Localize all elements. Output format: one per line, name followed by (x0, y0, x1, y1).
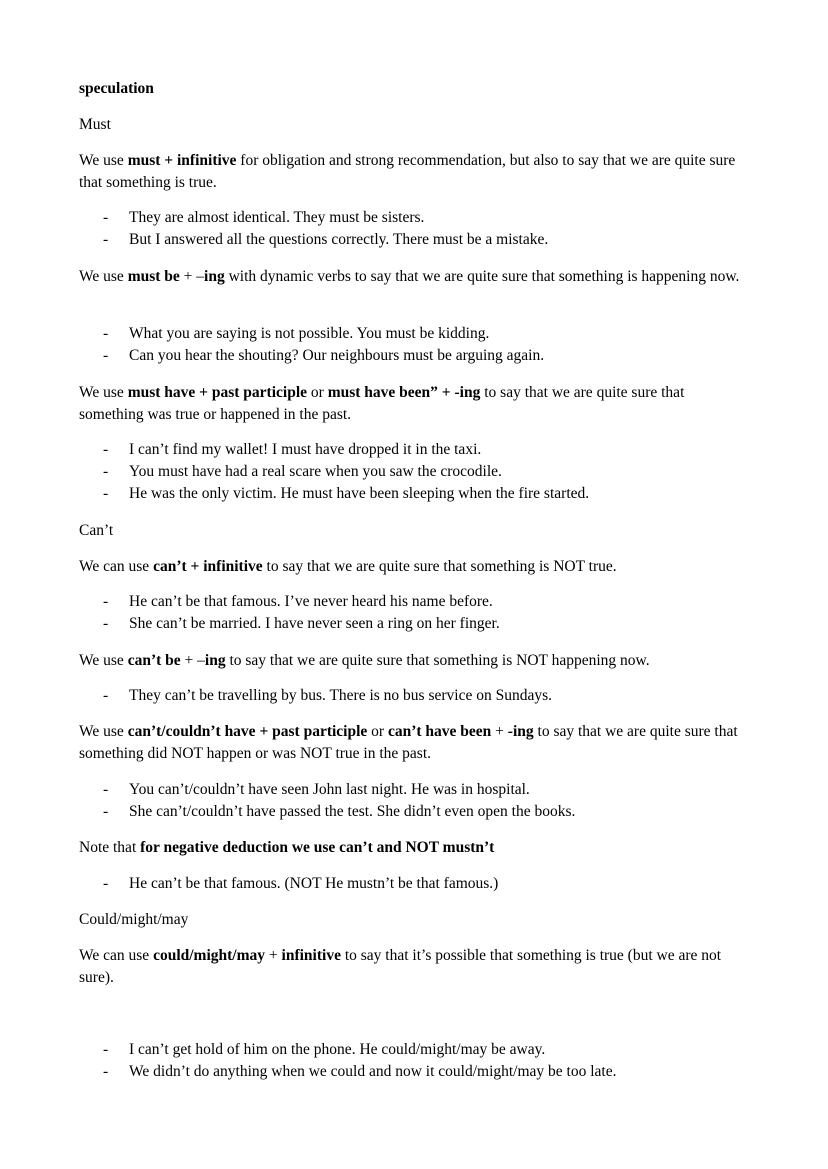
paragraph-note: Note that for negative deduction we use can’t and NOT mustn’t (79, 839, 495, 856)
example-list (79, 323, 544, 367)
list-item: - But I answered all the questions correctly. There must be a mistake. (103, 231, 549, 248)
document-title: speculation (79, 80, 154, 97)
example-list (79, 439, 589, 505)
paragraph-cant-have: We use can’t/couldn’t have + past participle or can’t have been + -ing to say that we are quite sure that something did NOT happen or was NOT true in the past. (79, 723, 738, 762)
example-list (79, 207, 548, 251)
paragraph-could-might-may: We can use could/might/may + infinitive to say that it’s possible that something is true (but we are not sure). (79, 947, 722, 986)
list-item: - She can’t/couldn’t have passed the test. She didn’t even open the books. (103, 803, 576, 820)
list-item: - Can you hear the shouting? Our neighbours must be arguing again. (103, 347, 545, 364)
list-item: - What you are saying is not possible. You must be kidding. (103, 325, 490, 342)
paragraph-must-infinitive: We use must + infinitive for obligation and strong recommendation, but also to say that we are quite sure that something is true. (79, 152, 736, 191)
list-item: - You can’t/couldn’t have seen John last night. He was in hospital. (103, 781, 530, 798)
example-list (79, 1039, 617, 1083)
section-heading-cant: Can’t (79, 522, 114, 539)
list-item: - He was the only victim. He must have been sleeping when the fire started. (103, 485, 590, 502)
example-list (79, 873, 498, 895)
section-heading-could-might-may: Could/might/may (79, 911, 189, 928)
list-item: - They can’t be travelling by bus. There is no bus service on Sundays. (103, 687, 553, 704)
list-item: - She can’t be married. I have never seen a ring on her finger. (103, 615, 500, 632)
list-item: - I can’t get hold of him on the phone. He could/might/may be away. (103, 1041, 546, 1058)
paragraph-must-be-ing: We use must be + –ing with dynamic verbs to say that we are quite sure that something is happening now. (79, 268, 740, 285)
paragraph-cant-be-ing: We use can’t be + –ing to say that we are quite sure that something is NOT happening now. (79, 652, 650, 669)
example-list (79, 779, 575, 823)
example-list (79, 591, 500, 635)
list-item: - He can’t be that famous. I’ve never heard his name before. (103, 593, 493, 610)
paragraph-cant-infinitive: We can use can’t + infinitive to say that we are quite sure that something is NOT true. (79, 558, 617, 575)
list-item: - We didn’t do anything when we could and now it could/might/may be too late. (103, 1063, 617, 1080)
section-heading-must: Must (79, 116, 111, 133)
paragraph-must-have: We use must have + past participle or must have been” + -ing to say that we are quite sure that something was true or happened in the past. (79, 384, 685, 423)
list-item: - You must have had a real scare when you saw the crocodile. (103, 463, 502, 480)
list-item: - I can’t find my wallet! I must have dropped it in the taxi. (103, 441, 482, 458)
list-item: - They are almost identical. They must be sisters. (103, 209, 425, 226)
list-item: - He can’t be that famous. (NOT He mustn’t be that famous.) (103, 875, 499, 892)
example-list (79, 685, 552, 707)
